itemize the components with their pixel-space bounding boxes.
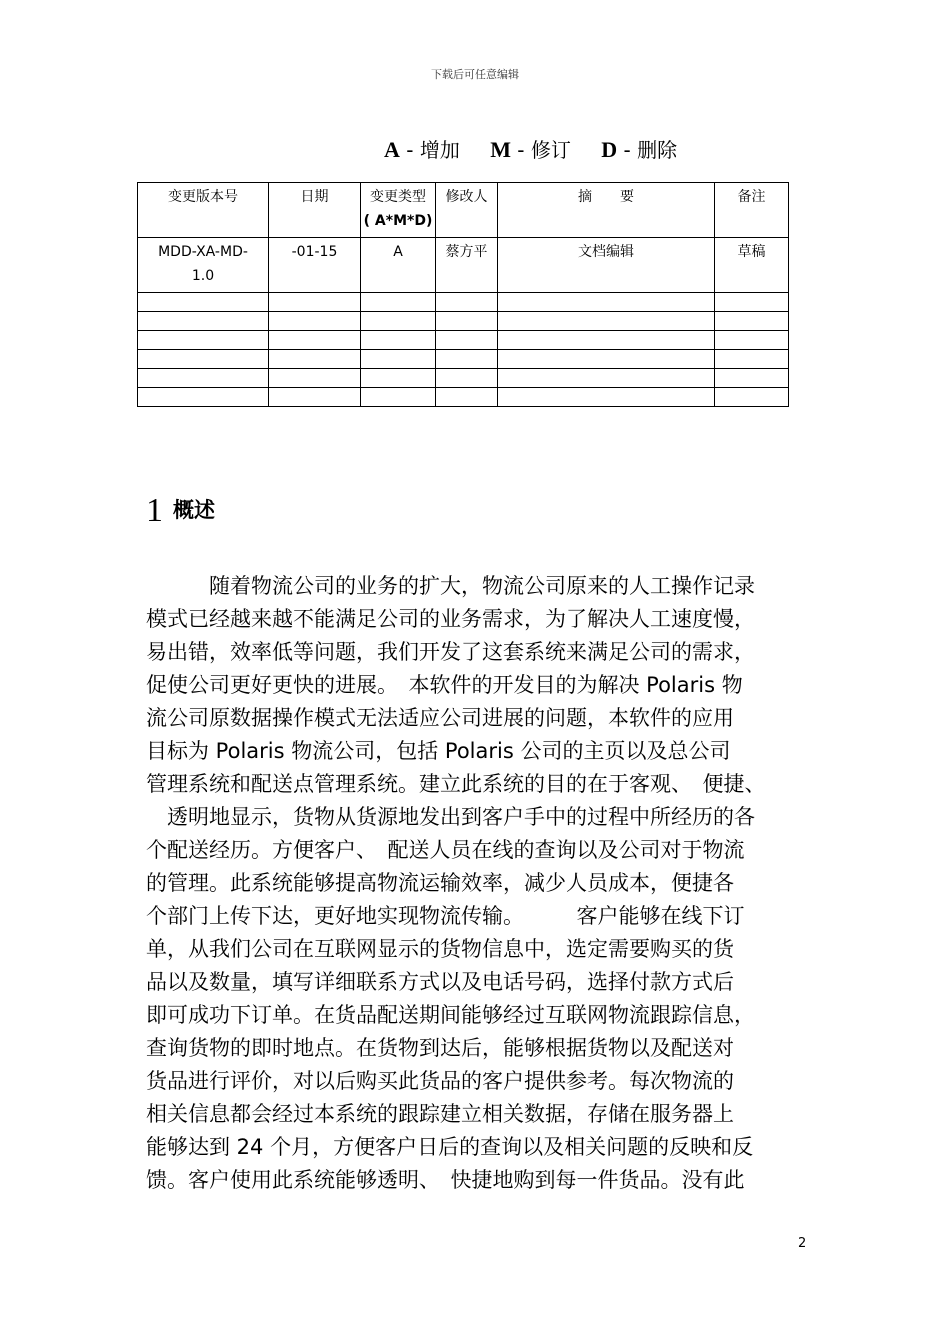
paragraph-line: 个部门上传下达，更好地实现物流传输。 客户能够在线下订 — [146, 904, 745, 928]
cell-summary: 文档编辑 — [498, 238, 715, 293]
legend-delete: D - 删除 — [601, 137, 678, 162]
paragraph-line: 货品进行评价，对以后购买此货品的客户提供参考。每次物流的 — [146, 1069, 734, 1093]
paragraph-line: 模式已经越来越不能满足公司的业务需求，为了解决人工速度慢， — [146, 607, 755, 631]
paragraph-line: 流公司原数据操作模式无法适应公司进展的问题，本软件的应用 — [146, 706, 734, 730]
section-number: 1 — [146, 492, 163, 529]
header-date: 日期 — [269, 183, 361, 238]
section-title: 概述 — [173, 498, 215, 522]
paragraph-line: 的管理。此系统能够提高物流运输效率，减少人员成本，便捷各 — [146, 871, 734, 895]
header-author: 修改人 — [436, 183, 498, 238]
table-row-empty — [138, 350, 789, 369]
paragraph-line: 促使公司更好更快的进展。 本软件的开发目的为解决 Polaris 物 — [146, 673, 743, 697]
section-heading — [146, 492, 215, 530]
paragraph-line: 易出错，效率低等问题，我们开发了这套系统来满足公司的需求， — [146, 640, 755, 664]
legend-modify: M - 修订 — [490, 137, 571, 162]
paragraph-line: 目标为 Polaris 物流公司，包括 Polaris 公司的主页以及总公司 — [146, 739, 731, 763]
cell-date: -01-15 — [269, 238, 361, 293]
header-type-sub: ( A*M*D) — [363, 213, 433, 229]
table-row-empty — [138, 388, 789, 407]
table-row-empty — [138, 293, 789, 312]
paragraph-line: 馈。客户使用此系统能够透明、 快捷地购到每一件货品。没有此 — [146, 1168, 745, 1192]
overview-paragraph — [146, 570, 810, 1197]
paragraph-line: 随着物流公司的业务的扩大，物流公司原来的人工操作记录 — [146, 574, 755, 598]
header-summary: 摘 要 — [498, 183, 715, 238]
paragraph-line: 单，从我们公司在互联网显示的货物信息中，选定需要购买的货 — [146, 937, 734, 961]
paragraph-line: 相关信息都会经过本系统的跟踪建立相关数据，存储在服务器上 — [146, 1102, 734, 1126]
cell-remark: 草稿 — [715, 238, 789, 293]
table-header-row — [138, 183, 789, 238]
header-version: 变更版本号 — [138, 183, 269, 238]
cell-type: A — [361, 238, 436, 293]
header-note: 下载后可任意编辑 — [431, 68, 519, 81]
legend-add: A - 增加 — [384, 137, 460, 162]
cell-version: MDD-XA-MD- 1.0 — [138, 238, 269, 293]
table-row-empty — [138, 369, 789, 388]
paragraph-line: 即可成功下订单。在货品配送期间能够经过互联网物流跟踪信息， — [146, 1003, 755, 1027]
paragraph-line: 个配送经历。方便客户、 配送人员在线的查询以及公司对于物流 — [146, 838, 745, 862]
paragraph-line: 管理系统和配送点管理系统。建立此系统的目的在于客观、 便捷、 — [146, 772, 766, 796]
page-number: 2 — [798, 1236, 807, 1251]
change-type-legend — [384, 134, 701, 163]
table-row-empty — [138, 312, 789, 331]
paragraph-line: 品以及数量，填写详细联系方式以及电话号码，选择付款方式后 — [146, 970, 734, 994]
header-remark: 备注 — [715, 183, 789, 238]
cell-author: 蔡方平 — [436, 238, 498, 293]
revision-table — [137, 182, 789, 407]
header-type: 变更类型 ( A*M*D) — [361, 183, 436, 238]
table-row-empty — [138, 331, 789, 350]
paragraph-line: 能够达到 24 个月，方便客户日后的查询以及相关问题的反映和反 — [146, 1135, 754, 1159]
paragraph-line: 查询货物的即时地点。在货物到达后，能够根据货物以及配送对 — [146, 1036, 734, 1060]
table-row — [138, 238, 789, 293]
paragraph-line: 透明地显示，货物从货源地发出到客户手中的过程中所经历的各 — [146, 805, 755, 829]
